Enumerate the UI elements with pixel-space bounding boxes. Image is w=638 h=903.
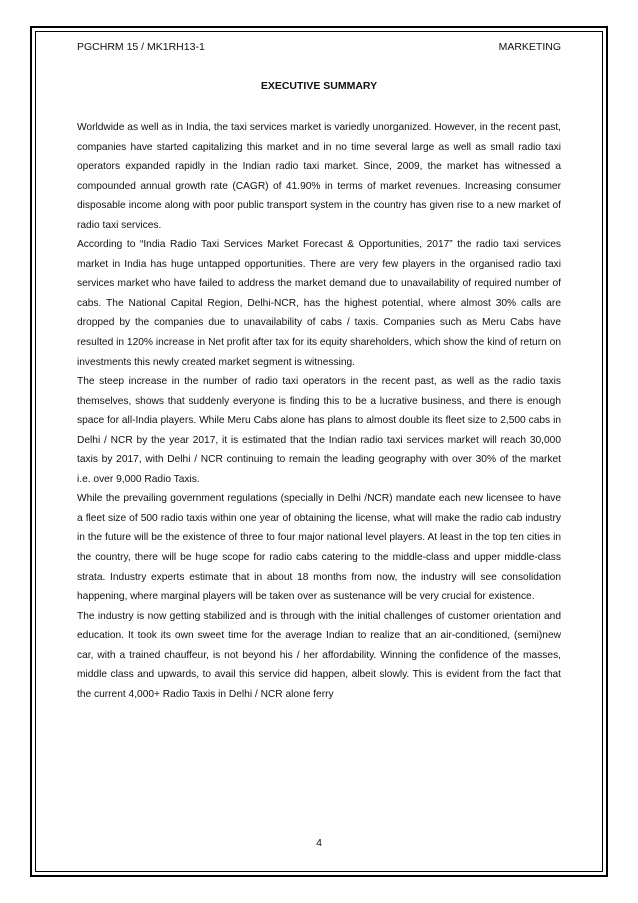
page-number: 4: [316, 837, 322, 849]
paragraph: The steep increase in the number of radio taxi operators in the recent past, as well as the radio taxis themselves, shows that suddenly everyone is finding this to be a lucrative business, and there is enough space for all-India players. While Meru Cabs alone has plans to almost double its fleet size to 2,500 cabs in Delhi / NCR by the year 2017, it is estimated that the Indian radio taxi services market will reach 30,000 taxis by 2017, with Delhi / NCR continuing to remain the leading geography with over 30% of the market i.e. over 9,000 Radio Taxis.: [77, 376, 561, 485]
section-title: EXECUTIVE SUMMARY: [260, 80, 378, 92]
paragraph: Worldwide as well as in India, the taxi services market is variedly unorganized. However, in the recent past, companies have started capitalizing this market and in no time several large as well as small radio taxi operators expanded rapidly in the Indian radio taxi market. Since, 2009, the market has witnessed a compounded annual growth rate (CAGR) of 41.90% in terms of market revenues. Increasing consumer disposable income along with poor public transport system in the country has given rise to a new market of radio taxi services.: [77, 122, 561, 231]
paragraph: The industry is now getting stabilized and is through with the initial challenges of customer orientation and education. It took its own sweet time for the average Indian to realize that an air-conditioned, (semi)new car, with a trained chauffeur, is not beyond his / her affordability. Winning the confidence of the masses, middle class and upwards, to avail this service did happen, albeit slowly. This is evident from the fact that the current 4,000+ Radio Taxis in Delhi / NCR alone ferry: [77, 610, 561, 700]
header-subject: MARKETING: [498, 41, 561, 53]
paragraph: While the prevailing government regulations (specially in Delhi /NCR) mandate each new licensee to have a fleet size of 500 radio taxis within one year of obtaining the license, what will make the radio cab industry in the future will be the existence of three to four major national level players. At least in the top ten cities in the country, there will be huge scope for radio cabs catering to the middle-class and upper middle-class strata. Industry experts estimate that in about 18 months from now, the industry will see consolidation happening, where marginal players will be taken over as sustenance will be very crucial for existence.: [77, 493, 561, 603]
page-header: [77, 41, 561, 55]
header-course-code: PGCHRM 15 / MK1RH13-1: [77, 41, 205, 53]
body-text: [77, 118, 561, 704]
paragraph: According to “India Radio Taxi Services Market Forecast & Opportunities, 2017” the radio taxi services market in India has huge untapped opportunities. There are very few players in the organised radio taxi services market who have failed to address the market demand due to unavailability of required number of cabs. The National Capital Region, Delhi-NCR, has the highest potential, where almost 30% calls are dropped by the companies due to unavailability of cabs / taxis. Companies such as Meru Cabs have resulted in 120% increase in Net profit after tax for its equity shareholders, which show the kind of return on investments this newly created market segment is witnessing.: [77, 239, 561, 368]
